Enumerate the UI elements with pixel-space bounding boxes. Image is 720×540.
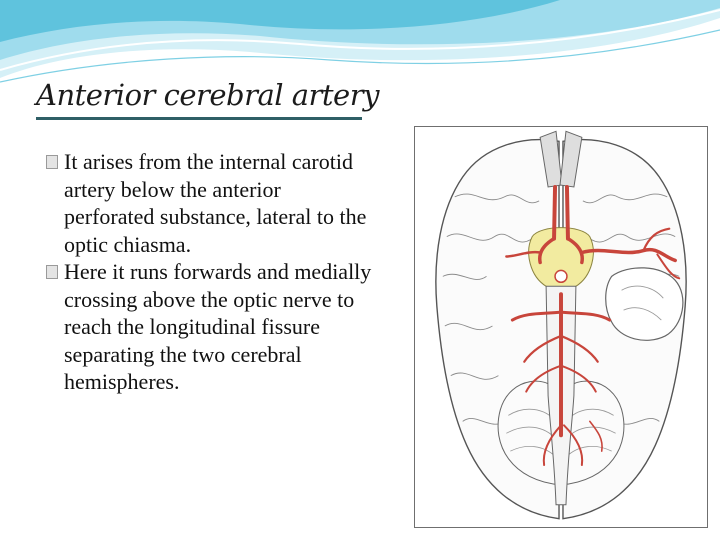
bullet-item — [46, 258, 376, 396]
header-wave-decoration — [0, 0, 720, 90]
bullet-item — [46, 148, 376, 258]
bullet-text: Here it runs forwards and medially crossing above the optic nerve to reach the longitudinal fissure separating the two cerebral hemispheres. — [64, 259, 372, 394]
brain-base-illustration — [414, 126, 708, 528]
bullet-marker-icon — [46, 155, 58, 169]
brain-diagram-svg — [415, 127, 707, 527]
slide-title: Anterior cerebral artery — [36, 78, 379, 112]
bullet-list — [46, 148, 376, 396]
bullet-marker-icon — [46, 265, 58, 279]
bullet-text: It arises from the internal carotid artery below the anterior perforated substance, lateral to the optic chiasma. — [64, 149, 367, 257]
title-underline — [36, 117, 362, 120]
